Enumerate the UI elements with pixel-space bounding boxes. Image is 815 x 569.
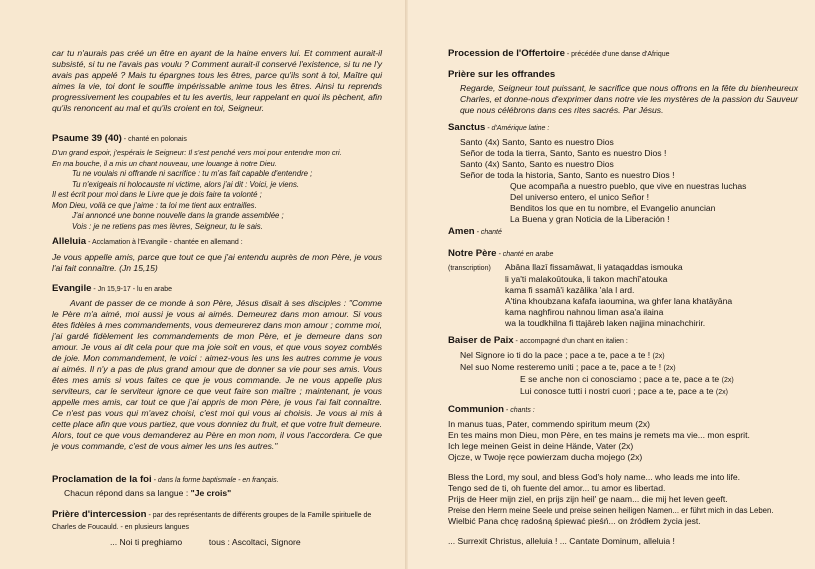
sanctus-note: - d'Amérique latine : — [485, 125, 550, 132]
communion-line: Bless the Lord, my soul, and bless God's holy name... who leads me into life. — [448, 472, 741, 482]
sanctus-lines — [448, 137, 798, 181]
communion-lines — [448, 419, 798, 463]
baiser-line-repeat: (2x) — [721, 377, 734, 384]
communion-heading — [448, 404, 798, 417]
procession-section — [448, 48, 798, 61]
communion-line: In manus tuas, Pater, commendo spiritum meum (2x) — [448, 419, 651, 429]
baiser-line-repeat: (2x) — [652, 353, 665, 360]
priere-response — [52, 537, 382, 548]
communion-line: Preise den Herrn meine Seele und preise seinen heiligen Namen... er führt mich in das Leben. — [448, 506, 774, 515]
notre-pere-section — [448, 248, 798, 329]
baiser-line — [448, 374, 798, 386]
sanctus-verse-line: Del universo entero, el unico Señor ! — [510, 192, 650, 202]
proclamation-section — [52, 474, 382, 499]
intro-paragraph — [52, 48, 382, 114]
communion-section — [448, 404, 798, 547]
right-page — [408, 0, 815, 569]
notre-pere-line: li ya'ti malakoûtouka, li takon machî'atouka — [505, 274, 668, 284]
offrandes-text: Regarde, Seigneur tout puissant, le sacrifice que nous offrons en la fête du bienheureux Charles, et donne-nous d'exprimer dans notre vie les mystères de la passion du Sauveur que nous célébrons dans ces rites sacrés. Par Jésus. — [460, 83, 798, 115]
baiser-heading — [448, 335, 798, 348]
alleluia-section — [52, 236, 382, 274]
alleluia-heading — [52, 236, 382, 249]
psaume-line: Tu n'exigeais ni holocauste ni victime, alors j'ai dit : Voici, je viens. — [72, 179, 300, 189]
baiser-line — [448, 386, 798, 398]
communion-note: - chants : — [503, 407, 535, 414]
communion-line: Prijs de Heer mijn ziel, en prijs zijn heil' ge naam... die mij het leven geeft. — [448, 494, 728, 504]
alleluia-title: Alleluia — [52, 236, 87, 247]
procession-note: - précédée d'une danse d'Afrique — [564, 51, 670, 58]
communion-closing: ... Surrexit Christus, alleluia ! ... Cantate Dominum, alleluia ! — [448, 536, 675, 546]
proclamation-note: - dans la forme baptismale - en français. — [151, 477, 279, 484]
psaume-line: Il est écrit pour moi dans le Livre que je dois faire ta volonté ; — [52, 190, 262, 199]
communion-line: En tes mains mon Dieu, mon Père, en tes mains je remets ma vie... mon esprit. — [448, 430, 750, 440]
communion-line: Ojcze, w Twoje ręce powierzam ducha mojego (2x) — [448, 452, 643, 462]
proclamation-text-a: Chacun répond dans sa langue : — [64, 488, 191, 498]
notre-pere-line: kama fi ssamā'i kazālika 'ala l ard. — [505, 285, 635, 295]
sanctus-line: Señor de toda la historia, Santo, Santo es nuestro Dios ! — [460, 170, 675, 180]
notre-pere-first-row — [448, 262, 798, 274]
evangile-note: - Jn 15,9-17 - lu en arabe — [91, 286, 173, 293]
sanctus-line: Santo (4x) Santo, Santo es nuestro Dios — [460, 159, 614, 169]
priere-note: - par des représentants de différents groupes de la Famille spirituelle de Charles de Foucauld. - en plusieurs langues — [52, 512, 372, 531]
psaume-line: Mon Dieu, voilà ce que j'aime : ta loi me tient aux entrailles. — [52, 200, 257, 210]
priere-heading — [52, 509, 382, 533]
baiser-section — [448, 335, 798, 398]
amen-section — [448, 226, 798, 239]
baiser-line-repeat: (2x) — [663, 365, 676, 372]
psaume-line: En ma bouche, il a mis un chant nouveau, une louange à notre Dieu. — [52, 158, 277, 168]
baiser-line — [448, 362, 798, 374]
psaume-line: J'ai annoncé une bonne nouvelle dans la grande assemblée ; — [72, 211, 284, 220]
proclamation-response — [52, 488, 382, 499]
priere-line-b: tous : — [208, 537, 232, 547]
baiser-line-text: Nel Signore io ti do la pace ; pace a te, pace a te ! — [460, 350, 653, 360]
baiser-line-repeat: (2x) — [715, 389, 728, 396]
communion-line: Tengo sed de ti, oh fuente del amor... tu amor es libertad. — [448, 483, 666, 493]
proclamation-title: Proclamation de la foi — [52, 474, 152, 485]
notre-pere-heading — [448, 248, 798, 261]
psaume-line: Tu ne voulais ni offrande ni sacrifice : tu m'as fait capable d'entendre ; — [72, 169, 313, 178]
proclamation-text-b: "Je crois" — [190, 488, 232, 498]
procession-heading — [448, 48, 798, 61]
procession-title: Procession de l'Offertoire — [448, 48, 565, 59]
communion-line: Ich lege meinen Geist in deine Hände, Vater (2x) — [448, 441, 634, 451]
offrandes-section — [448, 69, 798, 116]
baiser-line — [448, 350, 798, 362]
left-page — [0, 0, 407, 569]
psaume-line: Vois : je ne retiens pas mes lèvres, Seigneur, tu le sais. — [72, 221, 263, 231]
priere-title: Prière d'intercession — [52, 509, 147, 520]
notre-pere-note: - chanté en arabe — [496, 251, 554, 258]
baiser-note: - accompagné d'un chant en italien : — [513, 338, 628, 345]
priere-line-a: ... Noi ti preghiamo — [110, 537, 183, 547]
baiser-title: Baiser de Paix — [448, 335, 514, 346]
evangile-text: Avant de passer de ce monde à son Père, Jésus disait à ses disciples : "Comme le Père m'a aimé, moi aussi je vous ai aimés. Demeurez dans mon amour. Si vous êtes fidèles à mes commandements, vous demeurerez dans mon amour ; comme moi, j'ai gardé fidèlement les commandements de mon Père, et je demeure dans son amour. Je vous ai dit cela pour que ma joie soit en vous, et que vous soyez comblés de joie. Mon commandement, le voici : aimez-vous les uns les autres comme je vous ai aimés. Il n'y a pas de plus grand amour que de donner sa vie pour ses amis. Vous êtes mes amis si vous faites ce que je vous commande. Je ne vous appelle plus serviteurs, car le serviteur ignore ce que veut faire son maître ; maintenant, je vous appelle mes amis, car tout ce que j'ai appris de mon Père, je vous l'ai fait connaître. Ce n'est pas vous qui m'avez choisi, c'est moi qui vous ai choisis. Je vous ai mis à cette place afin que vous partiez, que vous donniez du fruit, et que votre fruit demeure. Alors, tout ce que vous demanderez au Père en mon nom, il vous l'accordera. Ce que je vous commande, c'est de vous aimer les uns les autres." — [52, 298, 382, 451]
alleluia-text: Je vous appelle amis, parce que tout ce que j'ai entendu auprès de mon Père, je vous l'ai fait connaître. (Jn 15,15) — [52, 252, 382, 273]
priere-line-c: Ascoltaci, Signore — [231, 537, 301, 547]
baiser-line-text: Nel suo Nome resteremo uniti ; pace a te, pace a te ! — [460, 362, 664, 372]
offrandes-title: Prière sur les offrandes — [448, 69, 556, 80]
amen-title: Amen — [448, 226, 475, 237]
amen-heading — [448, 226, 798, 239]
sanctus-heading — [448, 122, 798, 135]
amen-note: - chanté — [474, 229, 502, 236]
communion-lines-2 — [448, 472, 798, 527]
sanctus-verse-line: La Buena y gran Noticia de la Liberación ! — [510, 214, 670, 224]
notre-pere-line: wa la toudkhilna fi ttajāreb laken najjina minachchirir. — [505, 318, 706, 328]
transcription-label: (transcription) — [448, 265, 491, 272]
notre-pere-title: Notre Père — [448, 248, 497, 259]
evangile-heading — [52, 283, 382, 296]
alleluia-note: - Acclamation à l'Evangile - chantée en allemand : — [86, 239, 243, 246]
sanctus-verse-line: Benditos los que en tu nombre, el Evangelio anuncian — [510, 203, 716, 213]
baiser-line-text: Lui conosce tutti i nostri cuori ; pace a te, pace a te — [520, 386, 716, 396]
proclamation-heading — [52, 474, 382, 487]
notre-pere-line: kama naghfirou nahnou liman asa'a ilaina — [505, 307, 664, 317]
sanctus-line: Santo (4x) Santo, Santo es nuestro Dios — [460, 137, 614, 147]
communion-line: Wielbić Pana chcę radośną śpiewać pieśń... on źródłem życia jest. — [448, 516, 701, 526]
psaume-line: D'un grand espoir, j'espérais le Seigneur: Il s'est penché vers moi pour entendre mon cri. — [52, 148, 342, 157]
intro-text: car tu n'aurais pas créé un être en ayant de la haine envers lui. Et comment aurait-il subsisté, si tu ne l'avais pas voulu ? Comment aurait-il conservé l'existence, si tu ne l'y avais pas appelé ? Mais tu épargnes tous les êtres, parce qu'ils sont à toi, Maître qui aimes la vie, toi dont le souffle impérissable anime tous les êtres. Ainsi tu reprends progressivement les coupables et tu les avertis, leur rappelant en quoi ils pèchent, afin qu'ils renoncent au mal et qu'ils croient en toi, Seigneur. — [52, 48, 382, 113]
psaume-title: Psaume 39 (40) — [52, 133, 122, 144]
sanctus-verse-line: Que acompaña a nuestro pueblo, que vive en nuestras luchas — [510, 181, 747, 191]
priere-section — [52, 509, 382, 548]
psaume-lines — [52, 148, 382, 232]
psaume-section — [52, 133, 382, 232]
psaume-note: - chanté en polonais — [121, 136, 187, 143]
psaume-heading — [52, 133, 382, 146]
evangile-title: Evangile — [52, 283, 92, 294]
sanctus-verse — [448, 181, 798, 225]
sanctus-line: Señor de toda la tierra, Santo, Santo es nuestro Dios ! — [460, 148, 667, 158]
notre-pere-line: A'tina khoubzana kafafa iaoumina, wa ghfer lana khatāyāna — [505, 296, 733, 306]
sanctus-section — [448, 122, 798, 225]
baiser-line-text: E se anche non ci conosciamo ; pace a te, pace a te — [520, 374, 722, 384]
baiser-lines — [448, 350, 798, 398]
evangile-section — [52, 283, 382, 452]
sanctus-title: Sanctus — [448, 122, 486, 133]
communion-title: Communion — [448, 404, 504, 415]
notre-pere-lines — [448, 262, 798, 329]
notre-pere-line: Abāna llazī fissamāwat, li yataqaddas ismouka — [505, 262, 683, 272]
